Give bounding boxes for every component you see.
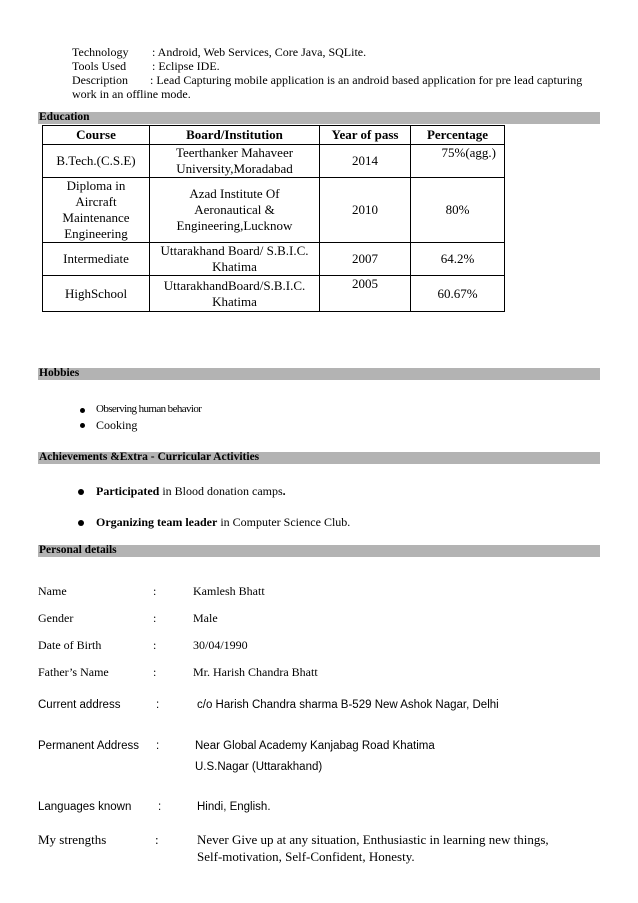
permanent-address-line-1: Near Global Academy Kanjabag Road Khatima	[195, 740, 435, 752]
description-continuation: work in an offline mode.	[72, 87, 191, 101]
hobby-item: Observing human behavior	[96, 403, 202, 415]
board-cell: UttarakhandBoard/S.B.I.C. Khatima	[150, 276, 320, 312]
achievement-end: .	[282, 484, 286, 498]
achievement-bold-text: Organizing team leader	[96, 515, 218, 529]
hobbies-section-bar	[38, 368, 600, 380]
personal-section-bar	[38, 545, 600, 557]
board-cell: Azad Institute Of Aeronautical & Engineering,Lucknow	[150, 178, 320, 243]
description-value: : Lead Capturing mobile application is an android based application for pre lead capturing	[150, 73, 583, 87]
technology-label: Technology	[72, 45, 129, 59]
education-heading: Education	[39, 111, 90, 123]
course-cell: Diploma in Aircraft Maintenance Engineering	[43, 178, 150, 243]
year-cell: 2014	[320, 145, 411, 178]
gender-label: Gender	[38, 611, 74, 625]
education-section-bar	[38, 112, 600, 124]
achievement-item	[96, 515, 350, 530]
bullet-icon	[80, 423, 85, 428]
achievement-text: in Blood donation camps	[159, 484, 283, 498]
colon: :	[153, 611, 157, 625]
achievement-item	[96, 484, 286, 499]
bullet-icon	[78, 489, 84, 495]
col-header-percentage: Percentage	[411, 126, 505, 145]
table-row	[43, 243, 505, 276]
col-header-course: Course	[43, 126, 150, 145]
languages-label: Languages known	[38, 801, 132, 813]
name-label: Name	[38, 584, 67, 598]
achievements-section-bar	[38, 452, 600, 464]
description-label: Description	[72, 73, 128, 87]
dob-value: 30/04/1990	[193, 638, 248, 652]
year-cell: 2005	[320, 276, 411, 312]
colon: :	[158, 801, 162, 813]
year-cell: 2010	[320, 178, 411, 243]
strengths-line-2: Self-motivation, Self-Confident, Honesty.	[197, 849, 415, 864]
colon: :	[153, 584, 157, 598]
gender-value: Male	[193, 611, 218, 625]
colon: :	[156, 740, 160, 752]
technology-value: : Android, Web Services, Core Java, SQLite.	[152, 45, 367, 59]
tools-value: : Eclipse IDE.	[152, 59, 220, 73]
achievement-text: in Computer Science Club.	[217, 515, 351, 529]
colon: :	[153, 665, 157, 679]
hobbies-heading: Hobbies	[39, 367, 80, 379]
permanent-address-label: Permanent Address	[38, 740, 140, 752]
table-row	[43, 276, 505, 312]
current-address-value: c/o Harish Chandra sharma B-529 New Ashok Nagar, Delhi	[197, 699, 499, 711]
col-header-year: Year of pass	[320, 126, 411, 145]
colon: :	[156, 699, 160, 711]
education-table	[42, 125, 505, 312]
percentage-cell: 60.67%	[411, 276, 505, 312]
languages-value: Hindi, English.	[197, 801, 271, 813]
board-cell: Uttarakhand Board/ S.B.I.C. Khatima	[150, 243, 320, 276]
personal-heading: Personal details	[39, 544, 117, 556]
year-cell: 2007	[320, 243, 411, 276]
tools-label: Tools Used	[72, 59, 127, 73]
current-address-label: Current address	[38, 699, 121, 711]
course-cell: HighSchool	[43, 276, 150, 312]
achievement-bold-text: Participated	[96, 484, 160, 498]
percentage-cell: 75%(agg.)	[411, 145, 505, 178]
hobby-item: Cooking	[96, 418, 138, 432]
father-name-value: Mr. Harish Chandra Bhatt	[193, 665, 318, 679]
colon: :	[155, 832, 159, 847]
course-cell: B.Tech.(C.S.E)	[43, 145, 150, 178]
bullet-icon	[78, 520, 84, 526]
bullet-icon	[80, 408, 85, 413]
achievements-heading: Achievements &Extra - Curricular Activities	[39, 451, 260, 463]
dob-label: Date of Birth	[38, 638, 102, 652]
strengths-line-1: Never Give up at any situation, Enthusiastic in learning new things,	[197, 832, 549, 847]
board-cell: Teerthanker Mahaveer University,Moradabad	[150, 145, 320, 178]
name-value: Kamlesh Bhatt	[193, 584, 265, 598]
strengths-label: My strengths	[38, 832, 107, 847]
father-name-label: Father’s Name	[38, 665, 109, 679]
permanent-address-line-2: U.S.Nagar (Uttarakhand)	[195, 761, 323, 773]
table-header-row	[43, 126, 505, 145]
table-row	[43, 178, 505, 243]
colon: :	[153, 638, 157, 652]
col-header-board: Board/Institution	[150, 126, 320, 145]
course-cell: Intermediate	[43, 243, 150, 276]
percentage-cell: 64.2%	[411, 243, 505, 276]
percentage-cell: 80%	[411, 178, 505, 243]
table-row	[43, 145, 505, 178]
